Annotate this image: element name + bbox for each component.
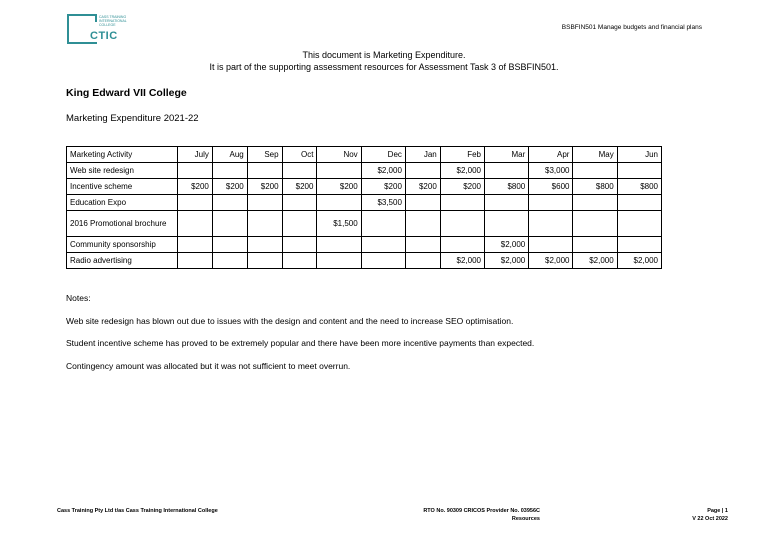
amount-cell: $2,000	[485, 237, 529, 253]
amount-cell: $200	[440, 179, 484, 195]
amount-cell	[529, 237, 573, 253]
activity-cell: Education Expo	[67, 195, 178, 211]
footer-page-number: Page | 1	[707, 508, 728, 514]
column-header: Nov	[317, 147, 361, 163]
amount-cell	[529, 195, 573, 211]
footer-company: Cass Training Pty Ltd t/as Cass Training International College	[57, 508, 218, 514]
logo-abbreviation: CTIC	[90, 30, 118, 42]
amount-cell	[405, 195, 440, 211]
amount-cell: $2,000	[440, 253, 484, 269]
amount-cell	[282, 253, 317, 269]
amount-cell	[282, 195, 317, 211]
amount-cell	[617, 163, 661, 179]
amount-cell: $200	[405, 179, 440, 195]
amount-cell	[361, 253, 405, 269]
amount-cell: $1,500	[317, 211, 361, 237]
amount-cell	[317, 253, 361, 269]
amount-cell: $800	[573, 179, 617, 195]
column-header: Marketing Activity	[67, 147, 178, 163]
column-header: Feb	[440, 147, 484, 163]
column-header: Jun	[617, 147, 661, 163]
amount-cell: $2,000	[529, 253, 573, 269]
amount-cell	[617, 237, 661, 253]
amount-cell	[617, 211, 661, 237]
amount-cell: $200	[317, 179, 361, 195]
amount-cell	[529, 211, 573, 237]
note-item: Contingency amount was allocated but it was not sufficient to meet overrun.	[66, 361, 351, 371]
amount-cell: $200	[178, 179, 213, 195]
amount-cell	[440, 195, 484, 211]
amount-cell	[212, 163, 247, 179]
amount-cell	[317, 237, 361, 253]
table-row	[67, 237, 662, 253]
amount-cell	[178, 163, 213, 179]
amount-cell: $200	[361, 179, 405, 195]
note-item: Web site redesign has blown out due to issues with the design and content and the need to increase SEO optimisation.	[66, 316, 514, 326]
amount-cell: $2,000	[440, 163, 484, 179]
amount-cell	[317, 163, 361, 179]
amount-cell	[212, 237, 247, 253]
amount-cell: $200	[282, 179, 317, 195]
column-header: May	[573, 147, 617, 163]
footer-resources: Resources	[511, 516, 540, 522]
logo-frame-notch-top	[95, 14, 97, 22]
amount-cell: $2,000	[361, 163, 405, 179]
amount-cell: $2,000	[485, 253, 529, 269]
column-header: July	[178, 147, 213, 163]
amount-cell	[282, 163, 317, 179]
amount-cell: $200	[212, 179, 247, 195]
amount-cell: $2,000	[573, 253, 617, 269]
table-row	[67, 253, 662, 269]
amount-cell: $200	[247, 179, 282, 195]
activity-cell: Incentive scheme	[67, 179, 178, 195]
amount-cell	[282, 237, 317, 253]
activity-cell: 2016 Promotional brochure	[67, 211, 178, 237]
amount-cell	[361, 237, 405, 253]
amount-cell: $800	[617, 179, 661, 195]
college-name: King Edward VII College	[66, 87, 187, 99]
header-unit-title: BSBFIN501 Manage budgets and financial plans	[561, 24, 702, 31]
amount-cell	[247, 195, 282, 211]
table-row	[67, 195, 662, 211]
amount-cell	[440, 237, 484, 253]
intro-line-2: It is part of the supporting assessment resources for Assessment Task 3 of BSBFIN501.	[209, 62, 559, 72]
table-header-row	[67, 147, 662, 163]
amount-cell	[212, 195, 247, 211]
amount-cell	[405, 253, 440, 269]
amount-cell: $800	[485, 179, 529, 195]
amount-cell	[485, 163, 529, 179]
amount-cell	[178, 195, 213, 211]
amount-cell: $3,500	[361, 195, 405, 211]
amount-cell	[405, 163, 440, 179]
amount-cell	[282, 211, 317, 237]
amount-cell	[405, 211, 440, 237]
amount-cell	[247, 211, 282, 237]
amount-cell: $600	[529, 179, 573, 195]
activity-cell: Community sponsorship	[67, 237, 178, 253]
footer-rto: RTO No. 90309 CRICOS Provider No. 03956C	[423, 508, 540, 514]
amount-cell	[405, 237, 440, 253]
intro-line-1: This document is Marketing Expenditure.	[302, 50, 466, 60]
amount-cell	[440, 211, 484, 237]
amount-cell	[247, 163, 282, 179]
amount-cell	[573, 195, 617, 211]
amount-cell	[317, 195, 361, 211]
ctic-logo	[67, 14, 142, 46]
amount-cell	[247, 237, 282, 253]
notes-heading: Notes:	[66, 293, 91, 303]
amount-cell	[178, 211, 213, 237]
document-subtitle: Marketing Expenditure 2021-22	[66, 113, 199, 124]
column-header: Sep	[247, 147, 282, 163]
column-header: Aug	[212, 147, 247, 163]
amount-cell	[212, 211, 247, 237]
amount-cell	[247, 253, 282, 269]
amount-cell	[617, 195, 661, 211]
amount-cell	[212, 253, 247, 269]
note-item: Student incentive scheme has proved to be extremely popular and there have been more incentive payments than expected.	[66, 338, 535, 348]
amount-cell	[573, 163, 617, 179]
activity-cell: Web site redesign	[67, 163, 178, 179]
amount-cell	[178, 253, 213, 269]
table-row	[67, 179, 662, 195]
column-header: Mar	[485, 147, 529, 163]
column-header: Dec	[361, 147, 405, 163]
footer-version: V 22 Oct 2022	[692, 516, 728, 522]
amount-cell: $2,000	[617, 253, 661, 269]
activity-cell: Radio advertising	[67, 253, 178, 269]
table-row	[67, 163, 662, 179]
amount-cell	[178, 237, 213, 253]
column-header: Oct	[282, 147, 317, 163]
amount-cell	[485, 211, 529, 237]
amount-cell	[573, 211, 617, 237]
amount-cell: $3,000	[529, 163, 573, 179]
expenditure-table	[66, 146, 662, 269]
amount-cell	[361, 211, 405, 237]
amount-cell	[573, 237, 617, 253]
column-header: Apr	[529, 147, 573, 163]
table-row	[67, 211, 662, 237]
column-header: Jan	[405, 147, 440, 163]
amount-cell	[485, 195, 529, 211]
logo-tagline: CASS TRAINING INTERNATIONAL COLLEGE	[99, 15, 127, 27]
